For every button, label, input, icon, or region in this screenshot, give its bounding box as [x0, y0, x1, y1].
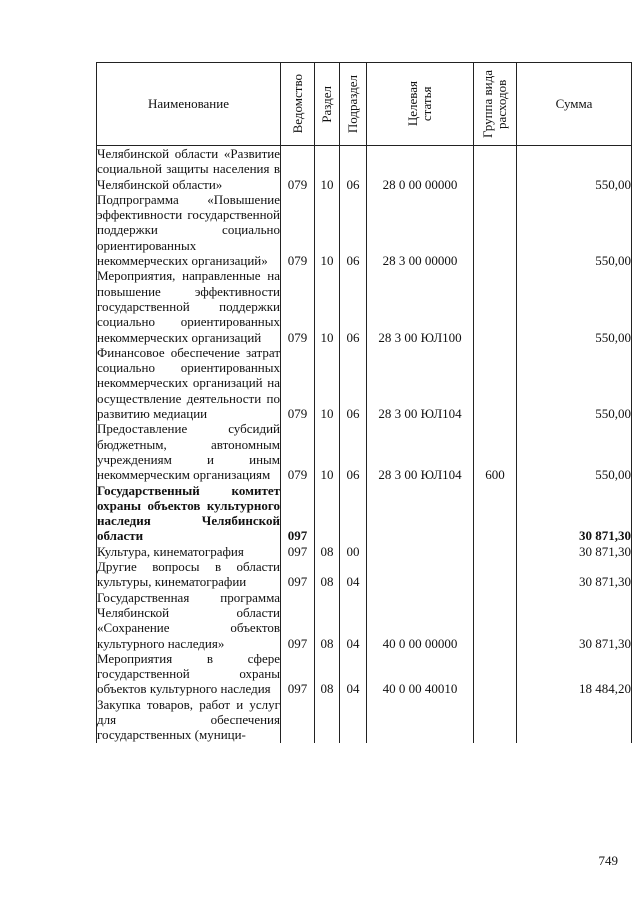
page-number: 749 [598, 853, 618, 868]
row-razdel [315, 697, 340, 743]
header-podrazdel: Подраздел [340, 63, 367, 146]
row-razdel: 10 [315, 345, 340, 421]
row-razdel: 08 [315, 651, 340, 697]
row-vedomstvo: 079 [281, 345, 315, 421]
row-podrazdel [340, 697, 367, 743]
row-podrazdel: 06 [340, 192, 367, 268]
row-podrazdel: 00 [340, 544, 367, 559]
row-celevaya-statya [367, 697, 474, 743]
row-name: Другие вопросы в области культуры, кинематографии [97, 559, 280, 590]
row-podrazdel: 06 [340, 268, 367, 344]
row-vedomstvo: 079 [281, 146, 315, 192]
row-summa: 550,00 [517, 421, 632, 482]
row-celevaya-statya: 40 0 00 00000 [367, 590, 474, 651]
row-name: Мероприятия, направленные на повышение эффективности государственной поддержки социально ориентированных некоммерческих организаций [97, 268, 280, 345]
row-vedomstvo: 079 [281, 421, 315, 482]
row-celevaya-statya [367, 559, 474, 590]
row-podrazdel: 06 [340, 146, 367, 192]
row-gruppa [474, 544, 517, 559]
budget-table [96, 62, 632, 743]
row-gruppa [474, 483, 517, 544]
row-gruppa [474, 192, 517, 268]
header-gruppa-vida-raskhodov: Группа вида расходов [474, 63, 517, 146]
table-row [97, 590, 632, 651]
row-vedomstvo: 097 [281, 651, 315, 697]
table-row [97, 544, 632, 559]
table-row [97, 697, 632, 743]
table-row [97, 146, 632, 192]
row-gruppa [474, 651, 517, 697]
row-vedomstvo [281, 697, 315, 743]
row-celevaya-statya: 28 3 00 ЮЛ100 [367, 268, 474, 344]
row-razdel: 10 [315, 268, 340, 344]
table-row [97, 421, 632, 482]
row-name: Государственная программа Челябинской области «Сохранение объектов культурного наследия» [97, 589, 280, 651]
row-podrazdel [340, 483, 367, 544]
table-row [97, 345, 632, 421]
header-razdel: Раздел [315, 63, 340, 146]
row-name: Финансовое обеспечение затрат социально ориентированных некоммерческих организаций на осуществление деятельности по развитию медиации [97, 344, 280, 422]
row-summa: 30 871,30 [517, 483, 632, 544]
row-podrazdel: 06 [340, 421, 367, 482]
row-celevaya-statya: 40 0 00 40010 [367, 651, 474, 697]
header-vedomstvo: Ведомство [281, 63, 315, 146]
row-celevaya-statya: 28 3 00 ЮЛ104 [367, 345, 474, 421]
row-summa [517, 697, 632, 743]
row-gruppa [474, 559, 517, 590]
row-celevaya-statya: 28 0 00 00000 [367, 146, 474, 192]
row-summa: 550,00 [517, 146, 632, 192]
row-name: Закупка товаров, работ и услуг для обеспечения государственных (муници- [97, 696, 280, 743]
row-celevaya-statya: 28 3 00 ЮЛ104 [367, 421, 474, 482]
row-name: Подпрограмма «Повышение эффективности государственной поддержки социально ориентированных некоммерческих организаций» [97, 191, 280, 269]
row-gruppa [474, 146, 517, 192]
row-razdel: 08 [315, 559, 340, 590]
row-vedomstvo: 079 [281, 192, 315, 268]
row-summa: 30 871,30 [517, 544, 632, 559]
row-vedomstvo: 079 [281, 268, 315, 344]
row-celevaya-statya: 28 3 00 00000 [367, 192, 474, 268]
header-celevaya-statya: Целевая статья [367, 63, 474, 146]
row-vedomstvo: 097 [281, 590, 315, 651]
row-summa: 550,00 [517, 345, 632, 421]
row-name: Челябинской области «Развитие социальной защиты населения в Челябинской области» [97, 146, 280, 192]
row-razdel: 10 [315, 421, 340, 482]
row-podrazdel: 04 [340, 590, 367, 651]
row-celevaya-statya [367, 544, 474, 559]
row-summa: 550,00 [517, 268, 632, 344]
row-name: Культура, кинематография [97, 544, 281, 559]
row-gruppa [474, 697, 517, 743]
row-razdel [315, 483, 340, 544]
row-summa: 550,00 [517, 192, 632, 268]
row-name: Государственный комитет охраны объектов культурного наследия Челябинской области [97, 482, 280, 544]
row-summa: 18 484,20 [517, 651, 632, 697]
table-row [97, 268, 632, 344]
row-summa: 30 871,30 [517, 559, 632, 590]
row-podrazdel: 06 [340, 345, 367, 421]
row-vedomstvo: 097 [281, 559, 315, 590]
table-header-row [97, 63, 632, 146]
header-summa: Сумма [517, 63, 632, 146]
row-razdel: 10 [315, 192, 340, 268]
row-gruppa [474, 345, 517, 421]
header-name: Наименование [97, 63, 281, 146]
row-name: Предоставление субсидий бюджетным, автономным учреждениям и иным некоммерческим организациям [97, 421, 280, 483]
table-row [97, 192, 632, 268]
table-row-department [97, 483, 632, 544]
table-row [97, 559, 632, 590]
row-podrazdel: 04 [340, 559, 367, 590]
row-celevaya-statya [367, 483, 474, 544]
row-razdel: 10 [315, 146, 340, 192]
row-podrazdel: 04 [340, 651, 367, 697]
row-gruppa [474, 590, 517, 651]
row-vedomstvo: 097 [281, 544, 315, 559]
row-summa: 30 871,30 [517, 590, 632, 651]
row-name: Мероприятия в сфере государственной охраны объектов культурного наследия [97, 650, 280, 697]
table-row [97, 651, 632, 697]
row-gruppa: 600 [474, 421, 517, 482]
row-razdel: 08 [315, 544, 340, 559]
row-gruppa [474, 268, 517, 344]
row-vedomstvo: 097 [281, 483, 315, 544]
row-razdel: 08 [315, 590, 340, 651]
